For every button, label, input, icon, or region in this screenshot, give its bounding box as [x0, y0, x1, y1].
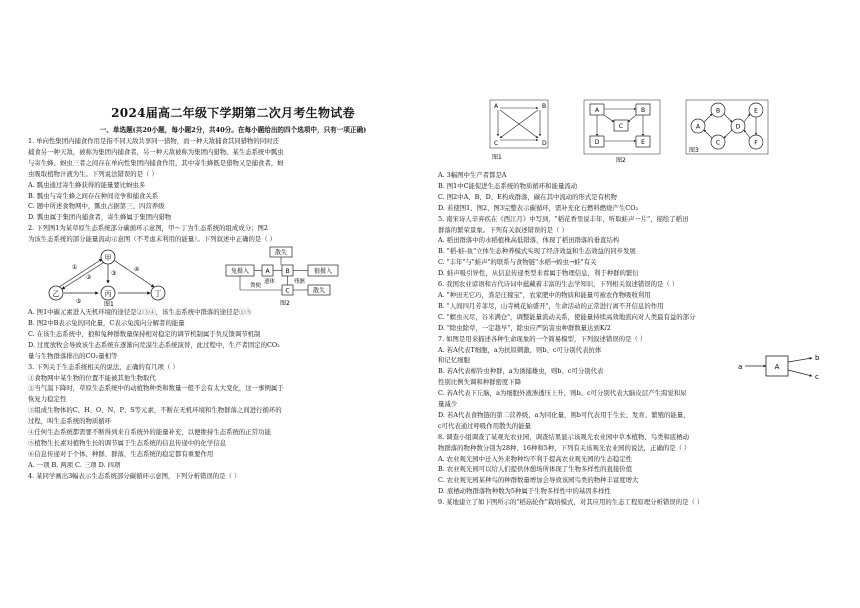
left-column: [28, 104, 438, 482]
question-text-line: 7. 如图是用来描述各种生命现象的一个简易模型，下列叙述错误的是（ ）: [438, 334, 647, 343]
question-text-line: A. "种田无它巧，粪是庄稼宝"，农家肥中的物质和能量可被农作物吸收利用: [438, 290, 651, 299]
question-block-4-9: [438, 170, 703, 508]
fig3-node-c: C: [715, 139, 721, 147]
question-block-1-2: [28, 136, 438, 245]
box-sanshi-1: 散失: [274, 249, 288, 257]
fig1-node-a: A: [494, 103, 499, 110]
box-a: A: [265, 268, 270, 276]
question-text-line: B. "稻-蛙-鱼"立体生态种养模式实现了经济效益和生态效益的同步发展: [438, 247, 636, 256]
question-text-line: ①食物网中某生物的位置不能被其他生物取代: [28, 373, 156, 382]
fig3-node-a: A: [695, 123, 701, 131]
question-text-line: 9. 某地建立了如下图所示的"稻菇轮作"栽培模式，对其应用的生态工程原理分析错误的是（ ）: [438, 498, 704, 507]
q2-figures: [28, 245, 438, 307]
fig2-node-e: E: [641, 139, 645, 146]
question-text-line: A. 3幅图中生产者都是A: [438, 171, 507, 179]
question-text-line: C. 农业观光园某种鸟的种群数量增加会导致该园鸟类的物种丰富度增大: [438, 476, 639, 485]
fig1-node-d: D: [542, 140, 547, 147]
q2-figure-1: [36, 245, 196, 307]
question-text-line: A. 瓢虫通过寄生蜂获得的能量要比蚜虫多: [28, 180, 146, 189]
question-text-line: B. 图1中C能促进生态系统的物质循环和能量流动: [438, 181, 578, 190]
fig2-caption: 图2: [616, 157, 626, 164]
question-block-2-4: [28, 307, 438, 482]
question-text-line: B. 瓢虫与寄生蜂之间存在种间竞争和捕食关系: [28, 191, 159, 200]
question-text-line: C. "丰年"与"蛙声"的联系与食物链"水稻→蝗虫→蛙"有关: [438, 258, 597, 267]
question-text-line: ②当气温下降时，草原生态系统中的动植物种类和数量一般不会有太大变化，这一事例属于: [28, 384, 284, 393]
question-text-line: 1. 单向性集团内捕食作用是指不同天敌共享同一猎物，而一种天敌捕食其同猎物的同时还: [28, 137, 279, 145]
question-text-line: D. 过度放牧会导致该生态系统在逐渐向荒漠生态系统演替，此过程中，生产者固定的CO₂: [28, 340, 280, 349]
question-text-line: A. 农业观光园中迁入外来物种均不利于提高农业观光园的生态稳定性: [438, 454, 633, 463]
model-input-a: a: [738, 363, 743, 371]
box-b: B: [285, 268, 290, 276]
box-c: C: [285, 287, 290, 295]
arrow-4-label: ④: [134, 266, 140, 274]
box-wolf-intake: 狼摄入: [313, 268, 333, 276]
question-text-line: 和记忆细胞: [438, 356, 470, 365]
box-sanshi-2: 散失: [312, 287, 326, 295]
question-text-line: D. "除虫除草，一定趁早"，除虫应严防害虫种群数量达到K/2: [438, 323, 611, 332]
question-text-line: B. 农业观光园可以给人们提供休憩场所体现了生物多样性的直接价值: [438, 465, 633, 474]
question-text-line: A. 若A代表T细胞，a为抗原刺激，则b、c可分别代表抗体: [438, 345, 602, 354]
model-output-c: c: [815, 373, 819, 381]
question-text-line: B. "人间四月芳菲尽，山寺桃花始盛开"，生命活动的正常进行离不开信息的作用: [438, 301, 664, 310]
question-text-line: 过程，叫生态系统的物质循环: [28, 417, 112, 426]
question-text-line: B. 图2中B表示兔的同化量，C表示兔流向分解者的能量: [28, 318, 185, 327]
arrow-3-label: ③: [111, 270, 117, 278]
label-feces: 粪便: [250, 283, 262, 290]
question-text-line: C. 若A代表下丘脑，a为细胞外液渗透压上升，则b、c可分别代表大脑皮层产生渴觉和尿: [438, 389, 687, 398]
question-text-line: 2. 下列图1为某草原生态系统部分碳循环示意图，甲～丁为生态系统的组成成分；图2: [28, 224, 268, 233]
fig1-node-b: B: [542, 103, 547, 110]
question-text-line: 恢复力稳定性: [28, 395, 67, 404]
fig2-node-c: C: [618, 123, 624, 130]
fig2-node-b: B: [640, 107, 646, 114]
question-text-line: D. 若A代表食物链的第二营养级，a为同化量，则b可代表用于生长、发育、繁殖的能量，: [438, 410, 690, 419]
question-text-line: ⑤植物生长素对植物生长的调节属于生态系统的信息传递中的化学信息: [28, 438, 227, 447]
question-text-line: 4. 某同学画出3幅表示生态系统部分碳循环示意图，下列分析错误的是（ ）: [28, 471, 241, 480]
arrow-2-label: ②: [86, 274, 92, 282]
question-text-line: 量减少: [438, 400, 458, 409]
question-text-line: A. 一项 B. 两项 C. 三项 D. 四项: [28, 460, 121, 469]
fig2-node-d: D: [594, 139, 600, 146]
node-yi-label: 乙: [52, 290, 60, 299]
fig3-node-b: B: [715, 107, 721, 115]
question-text-line: ⑥信息传递对于个体、种群、群落，生态系统的稳定都有重要作用: [28, 449, 214, 458]
question-text-line: C. 在该生态系统中，狼和兔种群数量保持相对稳定的调节机制属于负反馈调节机制: [28, 329, 261, 338]
fig3-node-e: E: [754, 107, 758, 115]
fig2-node-a: A: [594, 107, 600, 114]
question-text-line: ④任何生态系统都需要不断得到来自系统外的能量补充，以便维持生态系统的正常功能: [28, 428, 271, 437]
node-jia-label: 甲: [104, 254, 112, 263]
question-text-line: D. 蛙声吸引异性，从信息传递类型来看属于物理信息，利于种群的繁衍: [438, 269, 639, 278]
box-rabbit-intake: 兔摄入: [230, 268, 250, 276]
q7-model-diagram: [736, 350, 826, 386]
question-text-line: 6. 我国农业谚语和古代诗词中蕴藏着丰富的生态学知识，下列相关叙述错误的是（ ）: [438, 280, 679, 289]
q4-figures: [486, 96, 816, 164]
node-ding-label: 丁: [154, 290, 162, 299]
section-heading: 一、单选题(共20小题，每小题2分，共40分。在每小题给出的四个选项中，只有一项正确): [99, 126, 367, 134]
model-box-a: A: [774, 363, 780, 371]
question-text-line: 8. 调查小组调查了某观光农业园，调查结果显示该观光农业园中草本植物、鸟类和底栖动: [438, 432, 689, 441]
question-text-line: D. 瓢虫属于集团内捕食者，寄生蜂属于集团内猎物: [28, 213, 172, 222]
fig1-caption: 图1: [492, 154, 502, 161]
question-text-line: 为该生态系统的部分能量流动示意图（不考虑未利用的能量）。下列叙述中正确的是（ ）: [28, 235, 277, 244]
figure-2-caption: 图2: [280, 300, 290, 308]
question-text-line: 5. 南宋诗人辛弃疾在《西江月》中写到，"稻花香里说丰年，听取蛙声一片"，描绘了稻田: [438, 214, 689, 223]
fig3-caption: 图3: [689, 147, 699, 154]
question-text-line: 捕食另一种天敌，被称为集团内捕食者，另一种天敌被称为集团内猎物。某生态系统中瓢虫: [28, 147, 284, 156]
arrow-5-label: ⑤: [76, 298, 82, 306]
question-text-line: A. 图1中碳元素进入无机环境的途径是②③④，该生态系统中群落的途径是①⑤: [28, 308, 252, 317]
question-text-line: D. 若使图1、图2、图3完整表示碳循环，需补充化石燃料燃烧产生CO₂: [438, 203, 639, 212]
figure-1-caption: 图1: [104, 301, 114, 308]
question-text-line: 物群落的物种数分别为28种、16种和5种，下列有关该观光农业园的说法，正确的是（ ）: [438, 443, 691, 452]
fig3-node-d: D: [735, 123, 741, 131]
question-text-line: A. 稻田群落中的水稻植株高低错落，体现了稻田群落的垂直结构: [438, 236, 620, 245]
question-text-line: 3. 下列关于生态系统相关的说法，正确的有几项（ ）: [28, 362, 179, 371]
fig3-node-f: F: [754, 139, 758, 147]
question-text-line: 量与生物群落排出的CO₂量相等: [28, 351, 118, 360]
label-residue: 残骸: [294, 279, 306, 286]
model-output-b: b: [815, 354, 820, 362]
question-text-line: D. 底栖动物群落物种数为5种属于生物多样性中的基因多样性: [438, 487, 611, 496]
fig1-node-c: C: [494, 140, 499, 147]
question-text-line: C. "螟虫灭尽，谷米满仓"，调整能量流动关系，使能量持续高效地流向对人类最有益的部分: [438, 312, 696, 321]
question-text-line: 性别比例失调和种群密度下降: [438, 378, 522, 387]
question-text-line: C. 题中所述食物网中，瓢虫占据第三、四营养级: [28, 202, 165, 211]
q2-figure-2: [224, 245, 374, 307]
question-text-line: C. 图2中A、B、D、E构成群落，碳在其中流动的形式是有机物: [438, 192, 617, 201]
question-text-line: c可代表通过呼吸作用散失的能量: [438, 421, 532, 430]
exam-title: 2024届高二年级下学期第二次月考生物试卷: [111, 106, 355, 120]
label-remains: 遗体: [263, 279, 275, 286]
question-text-line: B. 若A代表棉铃虫种群，a为诱捕雄虫，则b、c可分别代表: [438, 367, 604, 376]
node-bing-label: 丙: [104, 290, 112, 299]
question-text-line: 群落的繁荣景象。下列有关叙述错误的是（ ）: [438, 225, 568, 234]
question-text-line: 与寄生蜂、蚜虫三者之间存在单向性集团内捕食作用，其中寄生蜂既是猎物又是捕食者，蚜: [28, 158, 284, 167]
question-text-line: ③组成生物体的C、H、O、N、P、S等元素，不断在无机环境和生物群落之间进行循环的: [28, 406, 282, 415]
question-text-line: 虫吸取植物汁液为生。下列说法错误的是（ ）: [28, 169, 158, 178]
arrow-1-label: ①: [72, 264, 78, 272]
